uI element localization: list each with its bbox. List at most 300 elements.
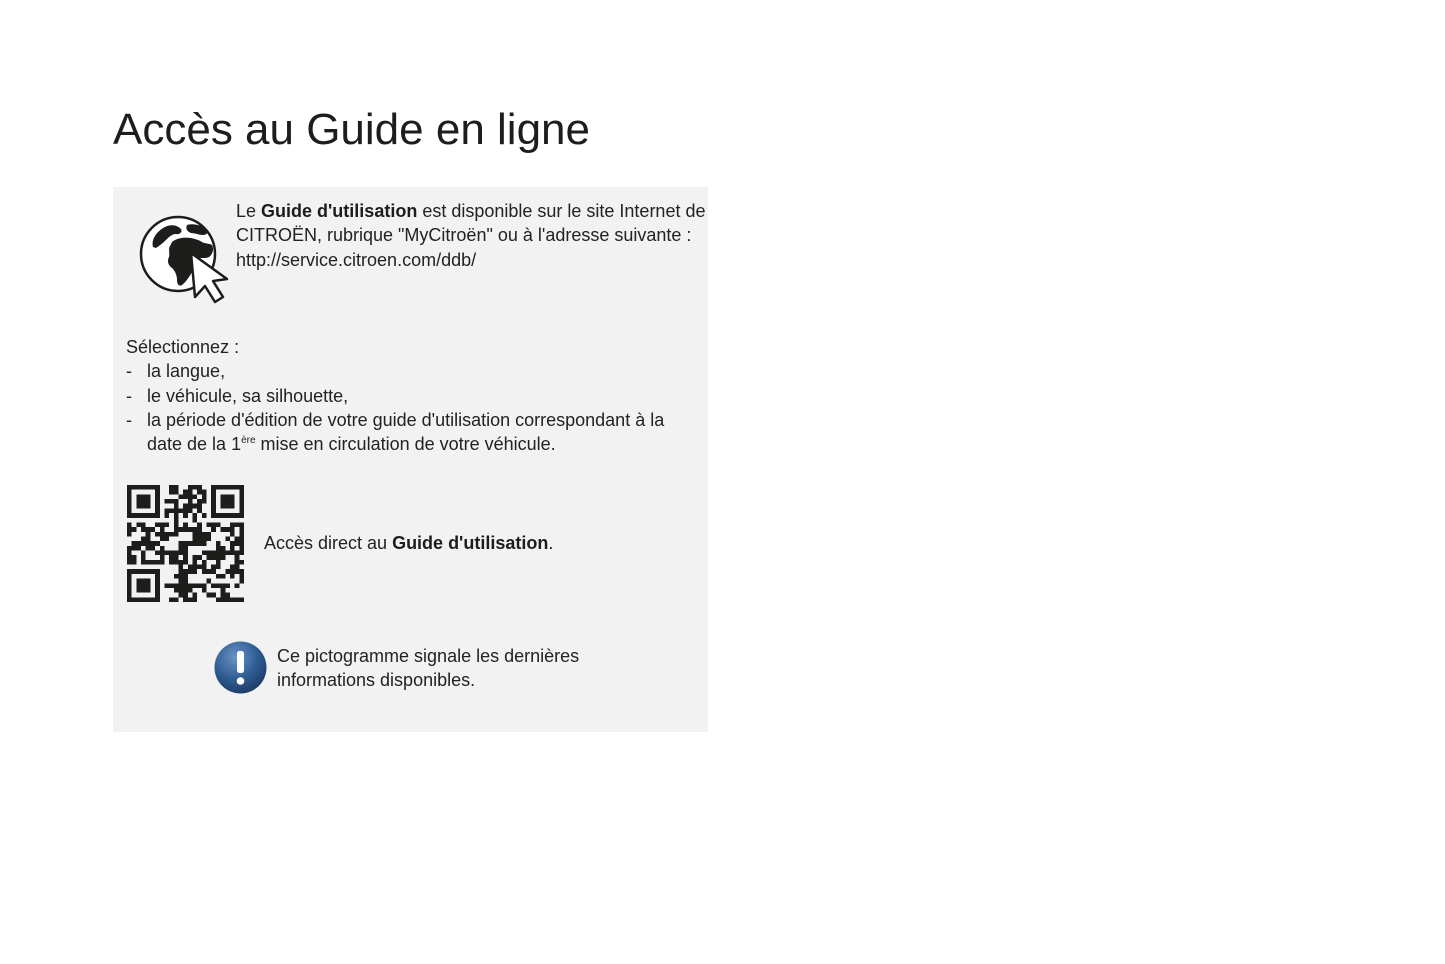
qr-module (230, 513, 235, 518)
qr-module (239, 597, 244, 602)
qr-module (183, 522, 188, 527)
qr-module (132, 513, 137, 518)
qr-module (216, 560, 221, 565)
qr-module (183, 569, 188, 574)
qr-module (197, 490, 202, 495)
qr-module (197, 555, 202, 560)
qr-module (221, 499, 226, 504)
qr-module (239, 541, 244, 546)
qr-module (225, 593, 230, 598)
qr-module (207, 569, 212, 574)
qr-module (183, 597, 188, 602)
qr-module (127, 513, 132, 518)
qr-module (178, 569, 183, 574)
qr-module (127, 569, 132, 574)
globe-with-cursor-icon (139, 213, 229, 305)
qr-module (183, 583, 188, 588)
qr-module (193, 536, 198, 541)
qr-module (146, 546, 151, 551)
qr-module (183, 551, 188, 556)
qr-module (221, 588, 226, 593)
qr-module (127, 485, 132, 490)
qr-module (235, 565, 240, 570)
qr-module (155, 588, 160, 593)
qr-module (160, 551, 165, 556)
qr-module (221, 583, 226, 588)
qr-module (230, 532, 235, 537)
qr-caption: Accès direct au Guide d'utilisation. (264, 533, 554, 553)
qr-module (197, 532, 202, 537)
qr-module (178, 565, 183, 570)
qr-module (188, 504, 193, 509)
qr-module (216, 513, 221, 518)
qr-module (174, 532, 179, 537)
qr-module (146, 513, 151, 518)
qr-module (183, 560, 188, 565)
qr-module (150, 527, 155, 532)
qr-module (127, 579, 132, 584)
qr-module (155, 513, 160, 518)
qr-module (160, 555, 165, 560)
qr-module (216, 555, 221, 560)
qr-module (211, 513, 216, 518)
qr-module (197, 508, 202, 513)
qr-module (197, 504, 202, 509)
qr-module (239, 569, 244, 574)
qr-module (155, 541, 160, 546)
qr-module (193, 532, 198, 537)
qr-module (136, 597, 141, 602)
qr-module (136, 494, 141, 499)
qr-module (178, 551, 183, 556)
qr-module (127, 560, 132, 565)
qr-module (211, 494, 216, 499)
qr-module (178, 508, 183, 513)
qr-module (216, 541, 221, 546)
qr-module (239, 546, 244, 551)
qr-module (141, 513, 146, 518)
qr-module (211, 508, 216, 513)
qr-module (183, 494, 188, 499)
qr-module (216, 546, 221, 551)
qr-module (174, 597, 179, 602)
qr-module (150, 513, 155, 518)
qr-module (178, 541, 183, 546)
qr-module (160, 532, 165, 537)
qr-module (235, 536, 240, 541)
info-text: Ce pictogramme signale les dernières informations disponibles. (277, 646, 580, 691)
guide-name-bold: Guide d'utilisation (261, 201, 418, 221)
qr-module (132, 541, 137, 546)
qr-module (136, 504, 141, 509)
online-guide-panel (113, 187, 708, 732)
qr-code-icon[interactable] (127, 485, 244, 602)
qr-module (155, 579, 160, 584)
qr-module (225, 513, 230, 518)
qr-module (174, 527, 179, 532)
qr-module (230, 494, 235, 499)
qr-module (202, 569, 207, 574)
qr-module (197, 527, 202, 532)
qr-module (183, 579, 188, 584)
qr-module (188, 569, 193, 574)
qr-module (127, 588, 132, 593)
qr-module (127, 494, 132, 499)
qr-module (216, 485, 221, 490)
qr-module (211, 490, 216, 495)
qr-module (174, 555, 179, 560)
qr-module (225, 527, 230, 532)
qr-module (239, 504, 244, 509)
qr-module (183, 546, 188, 551)
qr-module (146, 569, 151, 574)
qr-module (146, 597, 151, 602)
qr-module (164, 536, 169, 541)
qr-module (193, 494, 198, 499)
qr-module (127, 574, 132, 579)
qr-module (193, 541, 198, 546)
qr-module (225, 504, 230, 509)
guide-url[interactable]: http://service.citroen.com/ddb/ (236, 249, 477, 270)
qr-module (174, 499, 179, 504)
qr-module (239, 513, 244, 518)
qr-module (230, 522, 235, 527)
qr-module (197, 499, 202, 504)
qr-module (155, 499, 160, 504)
qr-module (183, 504, 188, 509)
qr-module (150, 485, 155, 490)
qr-module (127, 593, 132, 598)
qr-module (164, 508, 169, 513)
qr-module (155, 504, 160, 509)
qr-module (146, 560, 151, 565)
qr-module (202, 541, 207, 546)
qr-module (127, 555, 132, 560)
qr-module (221, 494, 226, 499)
qr-module (174, 551, 179, 556)
qr-module (141, 597, 146, 602)
qr-module (164, 532, 169, 537)
qr-module (169, 508, 174, 513)
qr-module (146, 579, 151, 584)
select-list (126, 359, 701, 456)
qr-module (141, 527, 146, 532)
qr-module (211, 504, 216, 509)
exclamation-info-icon (214, 641, 267, 694)
qr-module (183, 555, 188, 560)
qr-module (193, 583, 198, 588)
qr-module (146, 583, 151, 588)
qr-module (193, 593, 198, 598)
qr-module (225, 485, 230, 490)
qr-module (188, 494, 193, 499)
qr-module (164, 551, 169, 556)
qr-module (230, 574, 235, 579)
qr-module (221, 513, 226, 518)
qr-module (136, 579, 141, 584)
qr-module (127, 499, 132, 504)
qr-module (136, 588, 141, 593)
qr-module (221, 593, 226, 598)
qr-module (141, 583, 146, 588)
qr-module (132, 597, 137, 602)
qr-module (160, 522, 165, 527)
qr-module (239, 532, 244, 537)
qr-module (174, 490, 179, 495)
qr-module (150, 546, 155, 551)
qr-module (127, 504, 132, 509)
qr-module (207, 532, 212, 537)
qr-module (207, 555, 212, 560)
qr-module (188, 527, 193, 532)
qr-module (216, 597, 221, 602)
qr-module (178, 579, 183, 584)
qr-module (127, 597, 132, 602)
qr-module (235, 583, 240, 588)
qr-module (225, 494, 230, 499)
qr-module (225, 536, 230, 541)
qr-module (169, 485, 174, 490)
qr-module (132, 555, 137, 560)
qr-module (221, 574, 226, 579)
qr-module (160, 527, 165, 532)
qr-module (136, 485, 141, 490)
qr-module (207, 593, 212, 598)
qr-module (141, 522, 146, 527)
qr-module (239, 499, 244, 504)
qr-module (225, 499, 230, 504)
qr-module (169, 490, 174, 495)
qr-module (174, 504, 179, 509)
qr-module (150, 541, 155, 546)
qr-module (230, 527, 235, 532)
qr-module (136, 546, 141, 551)
qr-module (150, 560, 155, 565)
qr-module (239, 527, 244, 532)
qr-module (136, 569, 141, 574)
qr-module (225, 597, 230, 602)
qr-module (202, 532, 207, 537)
qr-module (211, 565, 216, 570)
qr-module (174, 574, 179, 579)
qr-module (239, 508, 244, 513)
qr-module (221, 597, 226, 602)
qr-module (211, 551, 216, 556)
qr-module (188, 485, 193, 490)
qr-module (193, 560, 198, 565)
select-heading: Sélectionnez : (126, 337, 240, 357)
qr-module (174, 518, 179, 523)
qr-module (160, 546, 165, 551)
qr-module (183, 513, 188, 518)
qr-module (136, 583, 141, 588)
qr-module (235, 513, 240, 518)
qr-module (216, 565, 221, 570)
qr-module (146, 588, 151, 593)
qr-module (230, 504, 235, 509)
select-instructions (126, 335, 701, 456)
qr-module (235, 560, 240, 565)
qr-module (202, 560, 207, 565)
qr-module (225, 551, 230, 556)
qr-module (132, 546, 137, 551)
qr-module (155, 597, 160, 602)
list-item: - le véhicule, sa silhouette, (126, 385, 349, 406)
qr-module (155, 574, 160, 579)
qr-module (221, 555, 226, 560)
qr-module (211, 527, 216, 532)
qr-module (188, 597, 193, 602)
qr-module (221, 504, 226, 509)
qr-module (178, 574, 183, 579)
qr-module (239, 560, 244, 565)
qr-module (188, 541, 193, 546)
qr-module (211, 485, 216, 490)
qr-module (230, 485, 235, 490)
qr-module (155, 551, 160, 556)
qr-module (155, 490, 160, 495)
qr-module (183, 541, 188, 546)
qr-module (202, 499, 207, 504)
qr-module (174, 508, 179, 513)
qr-module (211, 555, 216, 560)
qr-module (197, 541, 202, 546)
qr-module (155, 560, 160, 565)
qr-module (193, 518, 198, 523)
qr-module (202, 490, 207, 495)
qr-module (174, 485, 179, 490)
qr-module (169, 532, 174, 537)
guide-name-bold: Guide d'utilisation (392, 533, 549, 553)
qr-module (132, 485, 137, 490)
qr-module (235, 541, 240, 546)
qr-module (188, 499, 193, 504)
qr-module (202, 588, 207, 593)
qr-module (207, 536, 212, 541)
qr-module (202, 536, 207, 541)
qr-module (150, 597, 155, 602)
qr-module (141, 494, 146, 499)
qr-module (136, 541, 141, 546)
qr-module (132, 527, 137, 532)
qr-module (174, 522, 179, 527)
qr-module (155, 569, 160, 574)
qr-module (178, 546, 183, 551)
qr-module (202, 583, 207, 588)
qr-module (183, 593, 188, 598)
qr-module (141, 588, 146, 593)
qr-module (178, 494, 183, 499)
qr-module (146, 536, 151, 541)
qr-module (169, 560, 174, 565)
qr-module (193, 527, 198, 532)
qr-module (141, 551, 146, 556)
qr-module (225, 583, 230, 588)
qr-module (216, 583, 221, 588)
qr-module (221, 546, 226, 551)
qr-module (202, 551, 207, 556)
qr-module (155, 508, 160, 513)
qr-module (146, 485, 151, 490)
qr-module (164, 513, 169, 518)
page-title: Accès au Guide en ligne (113, 105, 590, 154)
intro-paragraph: Le Guide d'utilisation est disponible sur le site Internet de CITROËN, rubrique "MyCitroën" ou à l'adresse suivante : http://service.citroen.com/ddb/ (236, 201, 706, 270)
qr-module (141, 504, 146, 509)
qr-module (146, 499, 151, 504)
qr-module (127, 532, 132, 537)
qr-module (136, 522, 141, 527)
qr-module (235, 551, 240, 556)
qr-module (235, 485, 240, 490)
qr-module (141, 569, 146, 574)
qr-module (146, 527, 151, 532)
qr-module (188, 565, 193, 570)
qr-module (193, 504, 198, 509)
qr-module (127, 508, 132, 513)
qr-module (183, 527, 188, 532)
qr-module (146, 494, 151, 499)
qr-module (155, 485, 160, 490)
qr-module (160, 536, 165, 541)
qr-module (211, 593, 216, 598)
qr-module (188, 490, 193, 495)
qr-module (197, 485, 202, 490)
qr-module (178, 588, 183, 593)
qr-module (160, 560, 165, 565)
qr-module (202, 565, 207, 570)
qr-module (207, 579, 212, 584)
qr-module (230, 597, 235, 602)
qr-module (127, 527, 132, 532)
qr-module (239, 522, 244, 527)
qr-module (141, 485, 146, 490)
qr-module (230, 541, 235, 546)
qr-module (146, 541, 151, 546)
qr-module (235, 569, 240, 574)
qr-module (141, 499, 146, 504)
qr-module (239, 536, 244, 541)
qr-module (183, 508, 188, 513)
qr-module (155, 583, 160, 588)
qr-module (178, 560, 183, 565)
qr-module (188, 583, 193, 588)
qr-module (155, 532, 160, 537)
qr-module (127, 546, 132, 551)
qr-module (239, 574, 244, 579)
qr-module (235, 522, 240, 527)
qr-module (169, 583, 174, 588)
qr-module (221, 527, 226, 532)
qr-module (141, 541, 146, 546)
qr-module (211, 522, 216, 527)
qr-module (193, 565, 198, 570)
qr-module (174, 583, 179, 588)
qr-module (141, 579, 146, 584)
qr-module (207, 522, 212, 527)
qr-module (202, 513, 207, 518)
qr-module (132, 569, 137, 574)
qr-module (197, 583, 202, 588)
qr-module (141, 560, 146, 565)
qr-module (193, 513, 198, 518)
qr-module (230, 546, 235, 551)
qr-module (155, 494, 160, 499)
qr-module (178, 583, 183, 588)
qr-module (235, 597, 240, 602)
qr-module (239, 551, 244, 556)
qr-module (216, 522, 221, 527)
qr-module (164, 583, 169, 588)
